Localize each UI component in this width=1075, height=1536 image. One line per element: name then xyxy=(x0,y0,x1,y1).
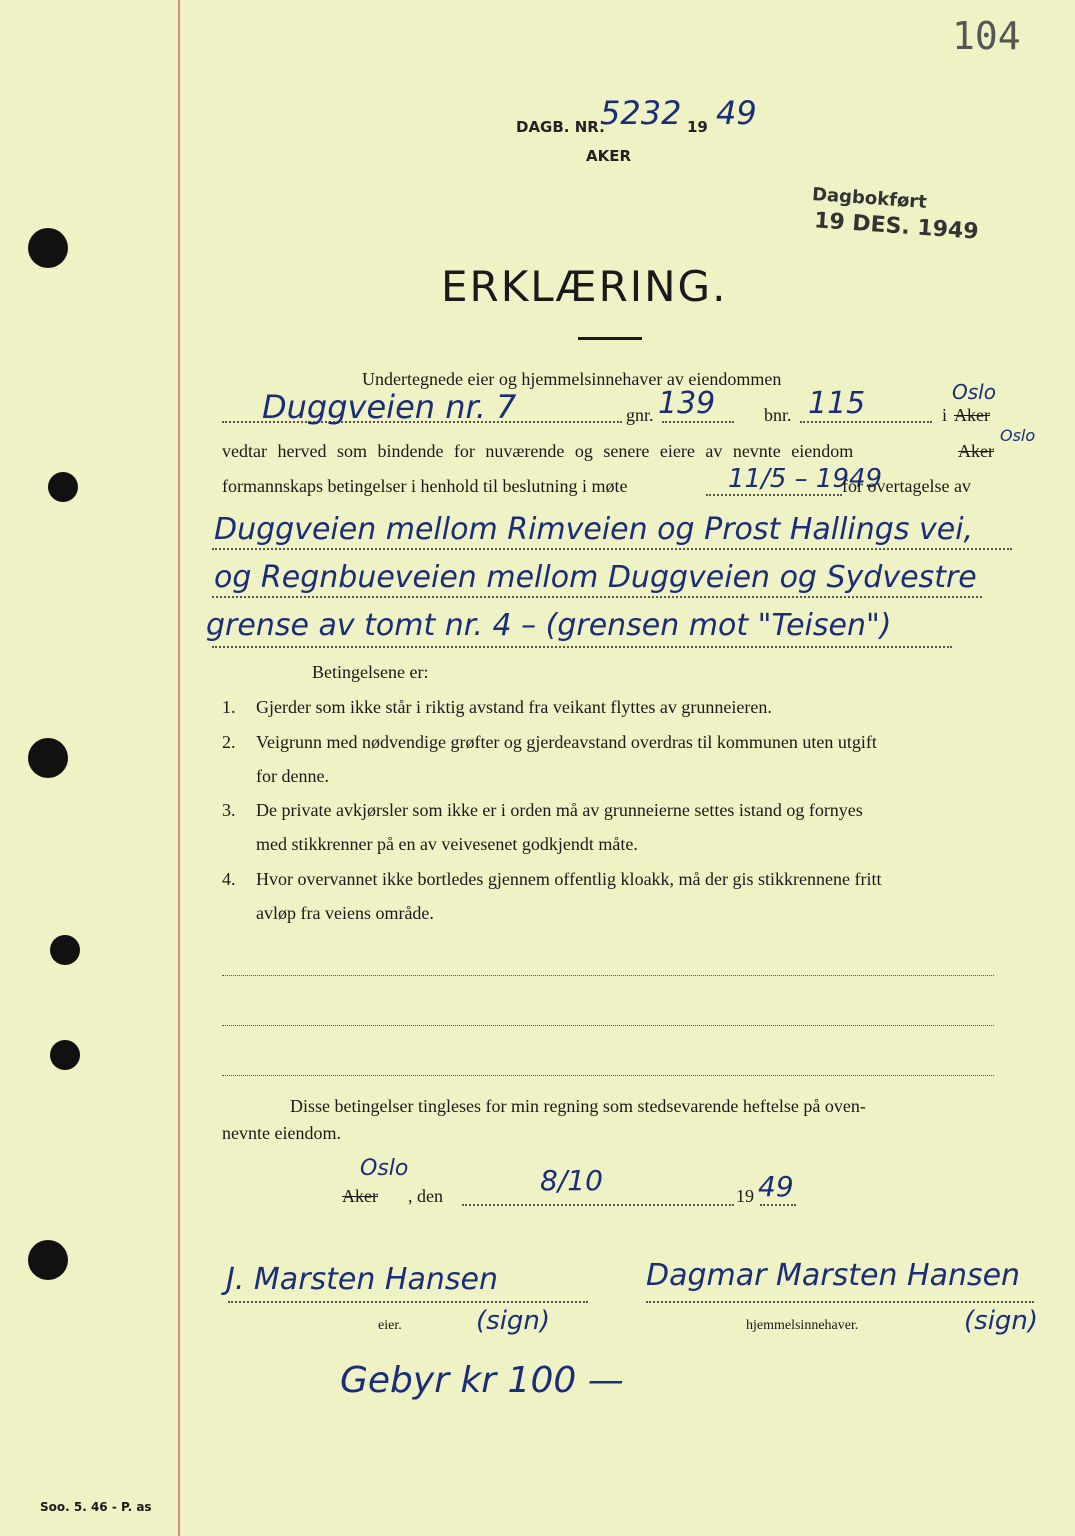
place2-handwritten: Oslo xyxy=(1000,426,1036,445)
gnr-fill-line xyxy=(662,421,734,423)
road-fill-line-1 xyxy=(212,548,1012,550)
owner-label: eier. xyxy=(378,1318,402,1333)
document-title: ERKLÆRING. xyxy=(441,262,728,311)
owner-signature: J. Marsten Hansen xyxy=(226,1262,498,1297)
holder-label: hjemmelsinnehaver. xyxy=(746,1318,859,1333)
holder-signature: Dagmar Marsten Hansen xyxy=(646,1258,1021,1293)
meeting-date-fill-line xyxy=(706,494,842,496)
condition-3-text-a: De private avkjørsler som ikke er i orden må av grunneierne settes istand og fornyes xyxy=(256,800,863,820)
dagb-year-prefix: 19 xyxy=(687,118,708,136)
den-label: , den xyxy=(408,1186,443,1206)
road-line-3: grense av tomt nr. 4 – (grensen mot "Teisen") xyxy=(206,608,892,643)
owner-sign-line xyxy=(228,1301,588,1303)
road-line-2: og Regnbueveien mellom Duggveien og Sydvestre xyxy=(214,560,977,595)
fee-note: Gebyr kr 100 — xyxy=(340,1360,624,1401)
punch-hole xyxy=(28,738,68,778)
received-stamp-word: Dagbokført xyxy=(811,184,928,213)
road-fill-line-3 xyxy=(212,646,952,648)
owner-sign-note: (sign) xyxy=(476,1306,551,1336)
margin-line xyxy=(178,0,180,1536)
meeting-date: 11/5 – 1949 xyxy=(728,464,883,494)
date-handwritten: 8/10 xyxy=(540,1164,603,1197)
punch-hole xyxy=(50,935,80,965)
date-fill-line xyxy=(462,1204,734,1206)
condition-1-num: 1. xyxy=(222,697,236,717)
punch-hole xyxy=(28,1240,68,1280)
blank-line xyxy=(222,975,994,976)
i-label: i xyxy=(942,405,948,425)
punch-hole xyxy=(28,228,68,268)
place2-struck: Aker xyxy=(958,441,994,461)
date-place-handwritten: Oslo xyxy=(360,1156,409,1181)
gnr-label: gnr. xyxy=(626,405,654,425)
date-year-handwritten: 49 xyxy=(758,1170,794,1203)
intro-line-4-end: for overtagelse av xyxy=(842,476,971,496)
condition-1-text: Gjerder som ikke står i riktig avstand fra veikant flyttes av grunneieren. xyxy=(256,697,772,717)
date-year-prefix: 19 xyxy=(736,1186,754,1206)
condition-2-text-a: Veigrunn med nødvendige grøfter og gjerdeavstand overdras til kommunen uten utgift xyxy=(256,732,877,752)
page-number: 104 xyxy=(952,14,1021,58)
punch-hole xyxy=(48,472,78,502)
title-rule xyxy=(578,337,642,340)
place-struck: Aker xyxy=(954,405,990,425)
condition-3-text-b: med stikkrenner på en av veivesenet godkjendt måte. xyxy=(256,834,638,854)
closing-line-1: Disse betingelser tingleses for min regning som stedsevarende heftelse på oven- xyxy=(290,1096,866,1116)
year-fill-line xyxy=(760,1204,796,1206)
holder-sign-note: (sign) xyxy=(964,1306,1039,1336)
dagb-number: 5232 xyxy=(600,94,682,132)
aker-label: AKER xyxy=(586,147,632,165)
date-place-struck: Aker xyxy=(342,1186,378,1206)
intro-line-3: vedtar herved som bindende for nuværende og senere eiere av nevnte eiendom xyxy=(222,441,854,461)
property-handwritten: Duggveien nr. 7 xyxy=(262,388,517,426)
gnr-value: 139 xyxy=(658,386,716,421)
bnr-label: bnr. xyxy=(764,405,792,425)
condition-4-text-a: Hvor overvannet ikke bortledes gjennem offentlig kloakk, må der gis stikkrennene fritt xyxy=(256,869,882,889)
closing-line-2: nevnte eiendom. xyxy=(222,1123,341,1143)
punch-hole xyxy=(50,1040,80,1070)
received-stamp-date: 19 DES. 1949 xyxy=(813,208,980,245)
holder-sign-line xyxy=(646,1301,1034,1303)
blank-line xyxy=(222,1075,994,1076)
intro-line-4-start: formannskaps betingelser i henhold til beslutning i møte xyxy=(222,476,628,496)
condition-4-num: 4. xyxy=(222,869,236,889)
place-handwritten: Oslo xyxy=(952,380,996,404)
bnr-fill-line xyxy=(800,421,932,423)
conditions-heading: Betingelsene er: xyxy=(312,662,429,682)
condition-3-num: 3. xyxy=(222,800,236,820)
blank-line xyxy=(222,1025,994,1026)
condition-4-text-b: avløp fra veiens område. xyxy=(256,903,434,923)
bnr-value: 115 xyxy=(808,386,866,421)
road-fill-line-2 xyxy=(212,596,982,598)
condition-2-text-b: for denne. xyxy=(256,766,329,786)
condition-2-num: 2. xyxy=(222,732,236,752)
dagb-label: DAGB. NR. xyxy=(516,118,605,136)
print-code: Soo. 5. 46 - P. as xyxy=(40,1500,152,1514)
road-line-1: Duggveien mellom Rimveien og Prost Hallings vei, xyxy=(214,512,974,547)
dagb-year: 49 xyxy=(716,94,757,132)
intro-line-1: Undertegnede eier og hjemmelsinnehaver av eiendommen xyxy=(362,369,782,389)
